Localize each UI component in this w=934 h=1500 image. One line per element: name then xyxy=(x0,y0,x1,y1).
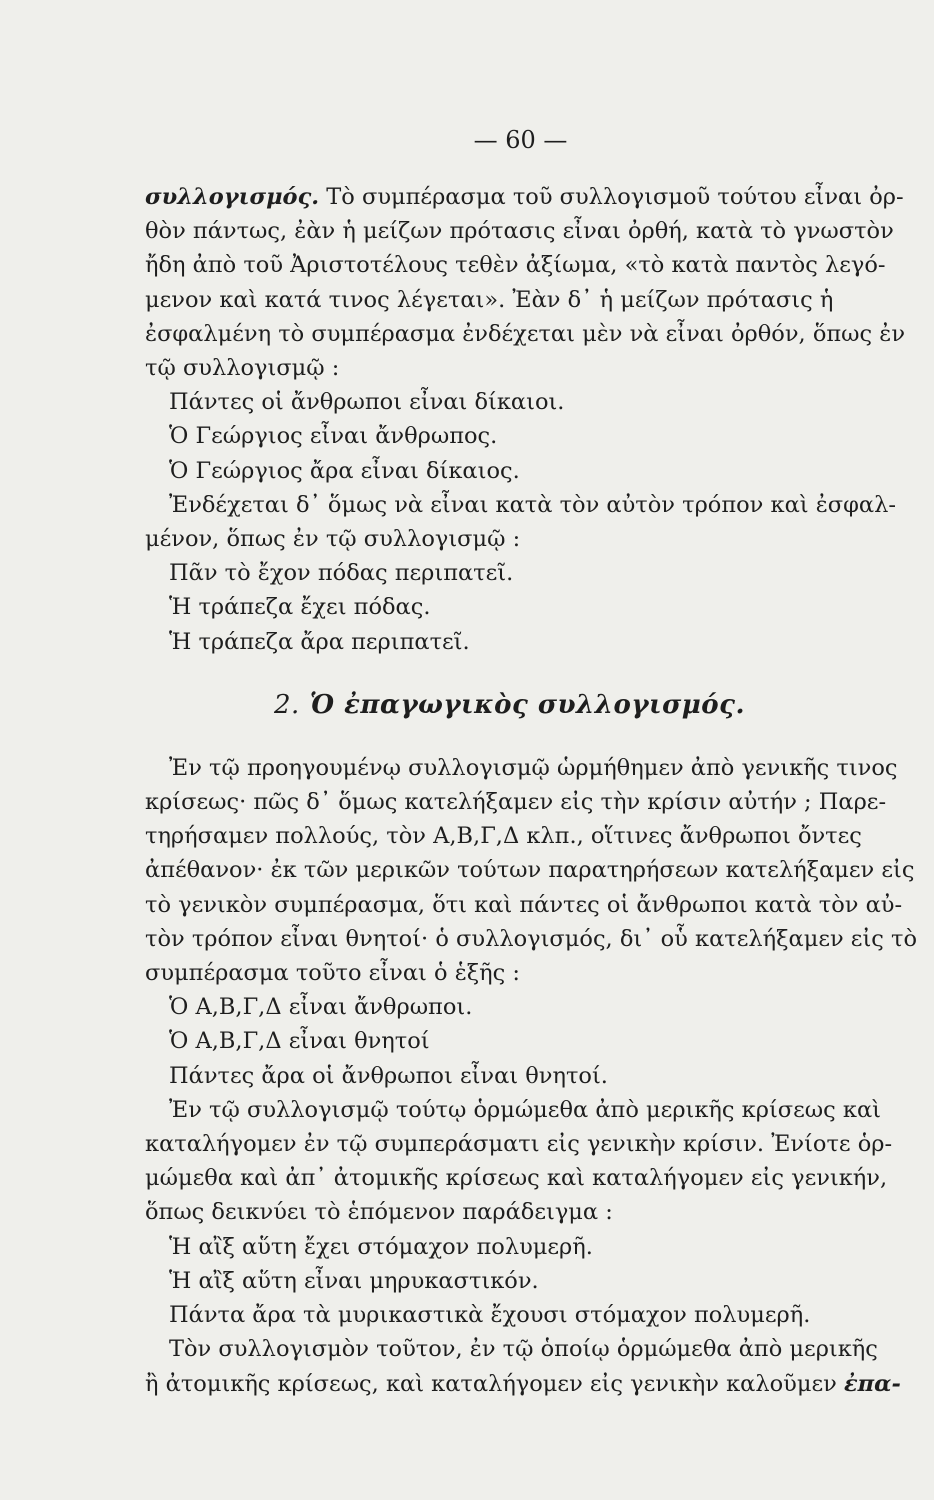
conclusion-line: Πάντες ἄρα οἱ ἄνθρωποι εἶναι θνητοί. xyxy=(169,1062,608,1089)
text-line: τηρήσαμεν πολλούς, τὸν Α,Β,Γ,Δ κλπ., οἵτινες ἄνθρωποι ὄντες xyxy=(145,823,862,850)
premise-line: Ἡ αἲξ αὕτη εἶναι μηρυκαστικόν. xyxy=(169,1267,539,1294)
text-line: ὅπως δεικνύει τὸ ἑπόμενον παράδειγμα : xyxy=(145,1199,613,1226)
section-number: 2. xyxy=(273,689,300,720)
text-line: τὸν τρόπον εἶναι θνητοί· ὁ συλλογισμός, δι᾽ οὗ κατελήξαμεν εἰς τὸ xyxy=(145,925,918,952)
section-title: Ὁ ἐπαγωγικὸς συλλογισμός. xyxy=(309,689,746,720)
section-heading xyxy=(145,685,874,725)
text-line: θὸν πάντως, ἐὰν ἡ μείζων πρότασις εἶναι ὀρθή, κατὰ τὸ γνωστὸν xyxy=(145,218,894,245)
paragraph-5 xyxy=(145,1332,901,1400)
text-line: ἀπέθανον· ἐκ τῶν μερικῶν τούτων παρατηρήσεων κατελήξαμεν εἰς xyxy=(145,857,915,884)
premise-line: Ὁ Α,Β,Γ,Δ εἶναι ἄνθρωποι. xyxy=(169,994,473,1021)
premise-line: Ὁ Α,Β,Γ,Δ εἶναι θνητοί xyxy=(169,1028,430,1055)
text-line: Ἐν τῷ προηγουμένῳ συλλογισμῷ ὡρμήθημεν ἀπὸ γενικῆς τινος xyxy=(169,754,898,781)
premise-line: Ὁ Γεώργιος εἶναι ἄνθρωπος. xyxy=(169,423,498,450)
text-line: Ἐν τῷ συλλογισμῷ τούτῳ ὁρμώμεθα ἀπὸ μερικῆς κρίσεως καὶ xyxy=(169,1096,881,1123)
paragraph-4 xyxy=(145,1093,893,1230)
keyword: ἐπα- xyxy=(843,1370,901,1397)
premise-line: Πᾶν τὸ ἔχον πόδας περιπατεῖ. xyxy=(169,560,514,587)
premise-line: Ἡ αἲξ αὕτη ἔχει στόμαχον πολυμερῆ. xyxy=(169,1233,593,1260)
text-line: συμπέρασμα τοῦτο εἶναι ὁ ἑξῆς : xyxy=(145,960,520,987)
text-span: ἢ ἀτομικῆς κρίσεως, καὶ καταλήγομεν εἰς γενικὴν καλοῦμεν xyxy=(145,1370,844,1397)
text-line xyxy=(145,1367,901,1401)
conclusion-line: Πάντα ἄρα τὰ μυρικαστικὰ ἔχουσι στόμαχον πολυμερῆ. xyxy=(169,1302,811,1329)
premise-line: Ἡ τράπεζα ἔχει πόδας. xyxy=(169,594,431,621)
paragraph-2 xyxy=(145,488,896,556)
example-syllogism-2 xyxy=(145,556,874,659)
text-line: ἤδη ἀπὸ τοῦ Ἀριστοτέλους τεθὲν ἀξίωμα, «τὸ κατὰ παντὸς λεγό- xyxy=(145,252,886,279)
paragraph-3 xyxy=(145,751,918,990)
page-number: — 60 — xyxy=(473,126,568,154)
text-line: μώμεθα καὶ ἀπ᾽ ἀτομικῆς κρίσεως καὶ καταλήγομεν εἰς γενικήν, xyxy=(145,1165,888,1192)
conclusion-line: Ὁ Γεώργιος ἄρα εἶναι δίκαιος. xyxy=(169,457,520,484)
text-line: μένον, ὅπως ἐν τῷ συλλογισμῷ : xyxy=(145,526,521,553)
text-line: καταλήγομεν ἐν τῷ συμπεράσματι εἰς γενικὴν κρίσιν. Ἐνίοτε ὁρ- xyxy=(145,1131,893,1158)
text-span: Τὸ συμπέρασμα τοῦ συλλογισμοῦ τούτου εἶναι ὀρ- xyxy=(319,184,904,210)
keyword: συλλογισμός. xyxy=(145,184,320,210)
example-syllogism-4 xyxy=(145,1230,874,1333)
intro-paragraph xyxy=(145,180,906,385)
text-line: Τὸν συλλογισμὸν τοῦτον, ἐν τῷ ὁποίῳ ὁρμώμεθα ἀπὸ μερικῆς xyxy=(169,1336,878,1363)
text-line: Ἐνδέχεται δ᾽ ὅμως νὰ εἶναι κατὰ τὸν αὐτὸν τρόπον καὶ ἐσφαλ- xyxy=(169,491,896,518)
text-line: ἐσφαλμένη τὸ συμπέρασμα ἐνδέχεται μὲν νὰ εἶναι ὀρθόν, ὅπως ἐν xyxy=(145,320,906,347)
conclusion-line: Ἡ τράπεζα ἄρα περιπατεῖ. xyxy=(169,628,470,655)
example-syllogism-3 xyxy=(145,990,874,1093)
premise-line: Πάντες οἱ ἄνθρωποι εἶναι δίκαιοι. xyxy=(169,389,565,416)
text-line: τὸ γενικὸν συμπέρασμα, ὅτι καὶ πάντες οἱ ἄνθρωποι κατὰ τὸν αὐ- xyxy=(145,891,903,918)
text-line: μενον καὶ κατά τινος λέγεται». Ἐὰν δ᾽ ἡ μείζων πρότασις ἡ xyxy=(145,286,834,313)
text-line: τῷ συλλογισμῷ : xyxy=(145,355,340,382)
text-line: κρίσεως· πῶς δ᾽ ὅμως κατελήξαμεν εἰς τὴν κρίσιν αὐτήν ; Παρε- xyxy=(145,789,887,816)
example-syllogism-1 xyxy=(145,385,874,488)
text-line xyxy=(145,180,904,214)
